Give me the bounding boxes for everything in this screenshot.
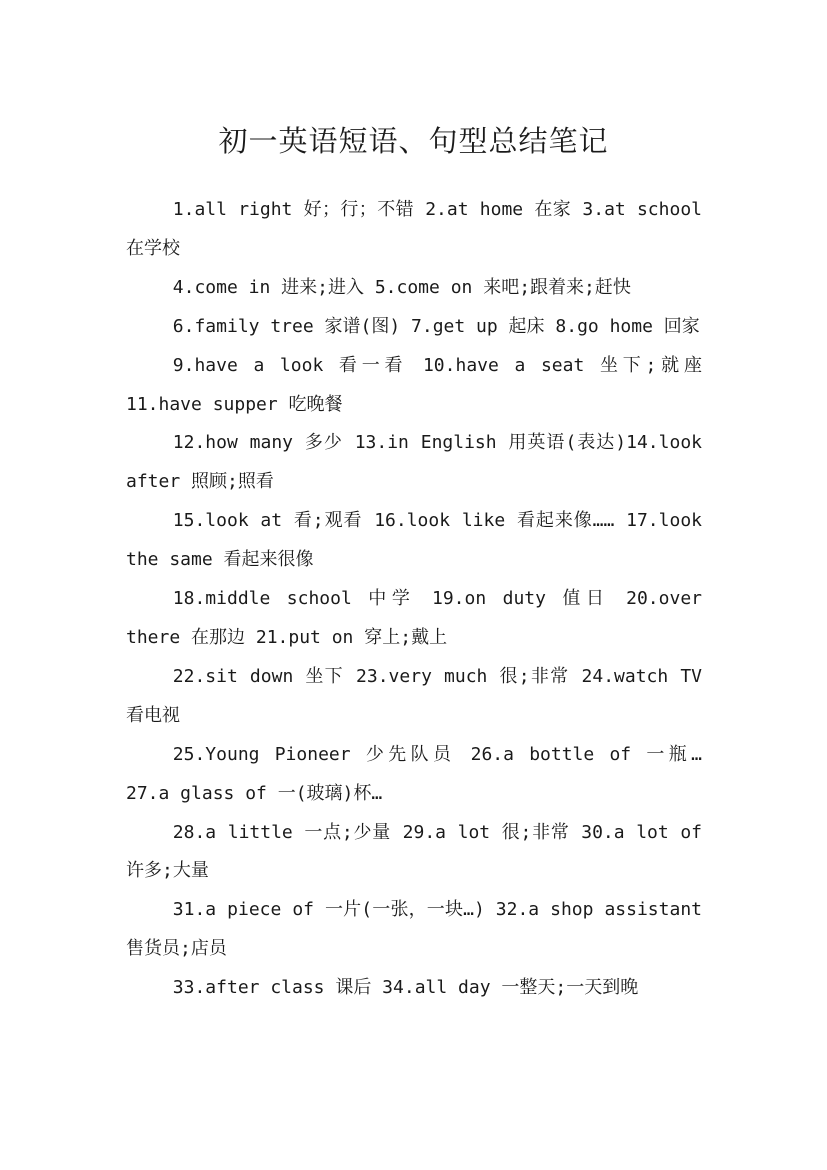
phrase-paragraph-1: 1.all right 好；行；不错 2.at home 在家 3.at school 在学校 [126,199,702,259]
phrase-paragraph-7: 18.middle school 中学 19.on duty 值日 20.over there 在那边 21.put on 穿上;戴上 [126,588,702,648]
phrase-paragraph-11: 31.a piece of 一片(一张，一块…) 32.a shop assistant 售货员;店员 [126,899,702,960]
phrase-paragraph-2: 4.come in 进来;进入 5.come on 来吧;跟着来;赶快 [172,276,631,298]
phrase-paragraph-5: 12.how many 多少 13.in English 用英语(表达)14.look after 照顾;照看 [126,432,702,493]
phrase-paragraph-6: 15.look at 看;观看 16.look like 看起来像…… 17.look the same 看起来很像 [126,510,702,571]
phrase-paragraph-12: 33.after class 课后 34.all day 一整天;一天到晚 [172,977,639,999]
phrase-paragraph-8: 22.sit down 坐下 23.very much 很;非常 24.watch TV 看电视 [126,665,702,726]
phrase-list [126,191,702,1008]
document-title: 初一英语短语、句型总结笔记 [218,124,609,159]
phrase-paragraph-4: 9.have a look 看一看 10.have a seat 坐下;就座 11.have supper 吃晚餐 [126,354,702,415]
phrase-paragraph-9: 25.Young Pioneer 少先队员 26.a bottle of 一瓶… 27.a glass of 一(玻璃)杯… [126,743,702,804]
phrase-paragraph-3: 6.family tree 家谱(图) 7.get up 起床 8.go home 回家 [172,315,700,337]
phrase-paragraph-10: 28.a little 一点;少量 29.a lot 很;非常 30.a lot of 许多;大量 [126,821,702,882]
